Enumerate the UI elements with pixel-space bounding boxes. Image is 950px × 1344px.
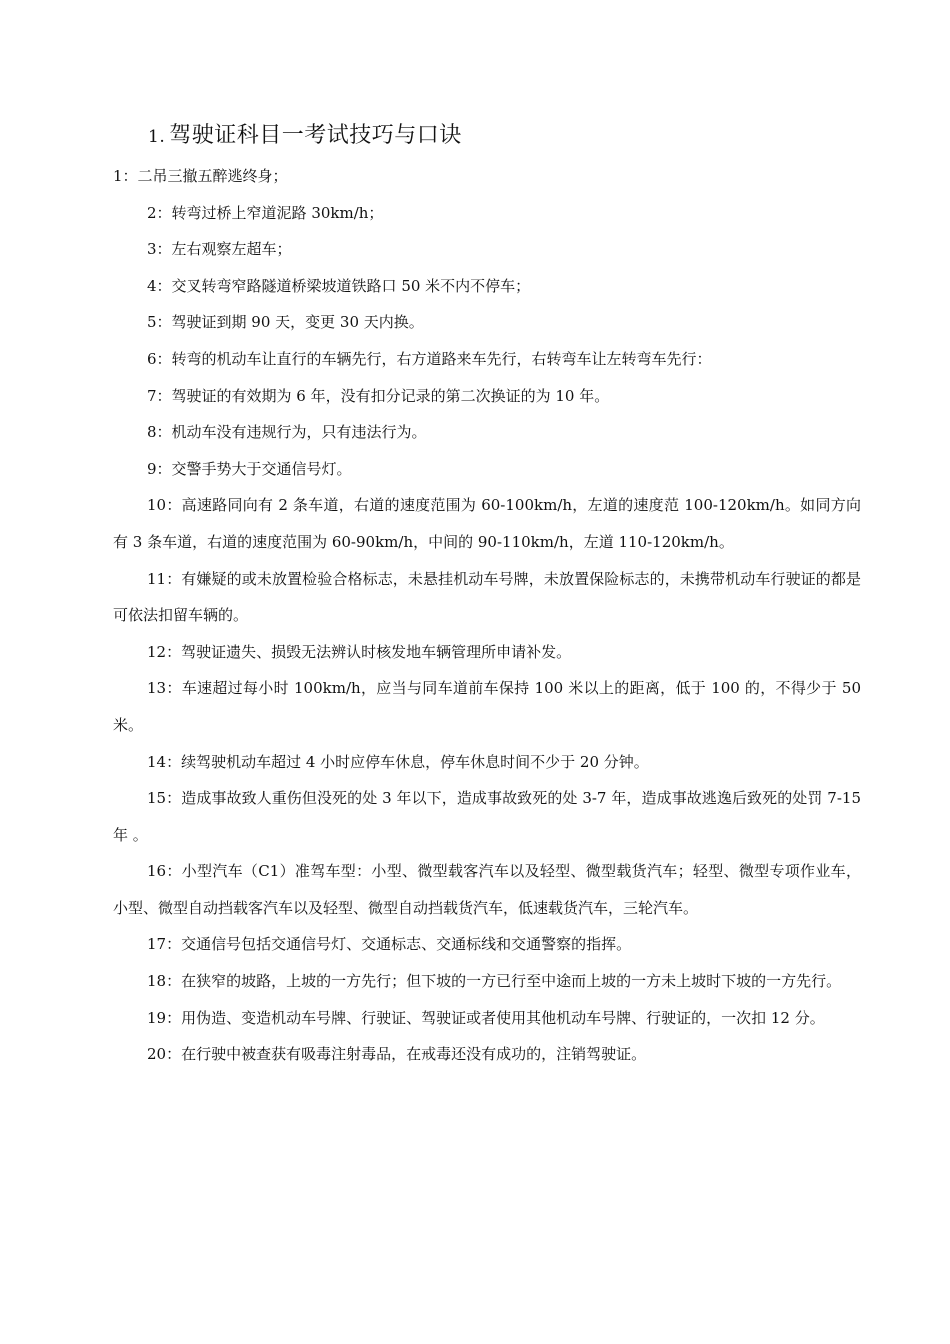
rule-item-17: 17：交通信号包括交通信号灯、交通标志、交通标线和交通警察的指挥。 [147, 935, 632, 954]
rule-item-4: 4：交叉转弯窄路隧道桥梁坡道铁路口 50 米不内不停车； [147, 276, 531, 295]
rule-item-20: 20：在行驶中被查获有吸毒注射毒品，在戒毒还没有成功的，注销驾驶证。 [147, 1045, 647, 1064]
rule-item-7: 7：驾驶证的有效期为 6 年，没有扣分记录的第二次换证的为 10 年。 [147, 386, 610, 405]
rule-item-14: 14：续驾驶机动车超过 4 小时应停车休息，停车休息时间不少于 20 分钟。 [147, 752, 649, 771]
rule-item-3: 3：左右观察左超车； [147, 240, 292, 259]
rule-item-18: 18：在狭窄的坡路，上坡的一方先行；但下坡的一方已行至中途而上坡的一方未上坡时下坡的一方先行。 [147, 972, 842, 991]
rules-list [113, 158, 861, 1073]
title-text: 驾驶证科目一考试技巧与口诀 [169, 123, 462, 148]
rule-item-2: 2：转弯过桥上窄道泥路 30km/h； [147, 203, 384, 222]
rule-item-9: 9：交警手势大于交通信号灯。 [147, 459, 352, 478]
rule-item-5: 5：驾驶证到期 90 天，变更 30 天内换。 [147, 313, 424, 332]
rule-item-19: 19：用伪造、变造机动车号牌、行驶证、驾驶证或者使用其他机动车号牌、行驶证的，一次扣 12 分。 [147, 1008, 825, 1027]
rule-item-16: 16：小型汽车（C1）准驾车型：小型、微型载客汽车以及轻型、微型载货汽车；轻型、微型专项作业车，小型、微型自动挡载客汽车以及轻型、微型自动挡载货汽车，低速载货汽车，三轮汽车。 [113, 862, 861, 917]
document-title [148, 119, 462, 154]
rule-item-10: 10：高速路同向有 2 条车道，右道的速度范围为 60-100km/h，左道的速度范 100-120km/h。如同方向有 3 条车道，右道的速度范围为 60-90km/h，中间的 90-110km/h，左道 110-120km/h。 [113, 496, 861, 551]
rule-item-1: 1：二吊三撤五醉逃终身； [113, 167, 288, 185]
title-number: 1. [148, 127, 166, 147]
rule-item-13: 13：车速超过每小时 100km/h，应当与同车道前车保持 100 米以上的距离，低于 100 的，不得少于 50 米。 [113, 679, 861, 734]
rule-item-12: 12：驾驶证遗失、损毁无法辨认时核发地车辆管理所申请补发。 [147, 642, 572, 661]
rule-item-6: 6：转弯的机动车让直行的车辆先行，右方道路来车先行，右转弯车让左转弯车先行： [147, 349, 712, 368]
rule-item-15: 15：造成事故致人重伤但没死的处 3 年以下，造成事故致死的处 3-7 年，造成事故逃逸后致死的处罚 7-15 年 。 [113, 789, 861, 844]
rule-item-11: 11：有嫌疑的或未放置检验合格标志，未悬挂机动车号牌，未放置保险标志的，未携带机动车行驶证的都是可依法扣留车辆的。 [113, 569, 861, 625]
rule-item-8: 8：机动车没有违规行为，只有违法行为。 [147, 423, 427, 442]
